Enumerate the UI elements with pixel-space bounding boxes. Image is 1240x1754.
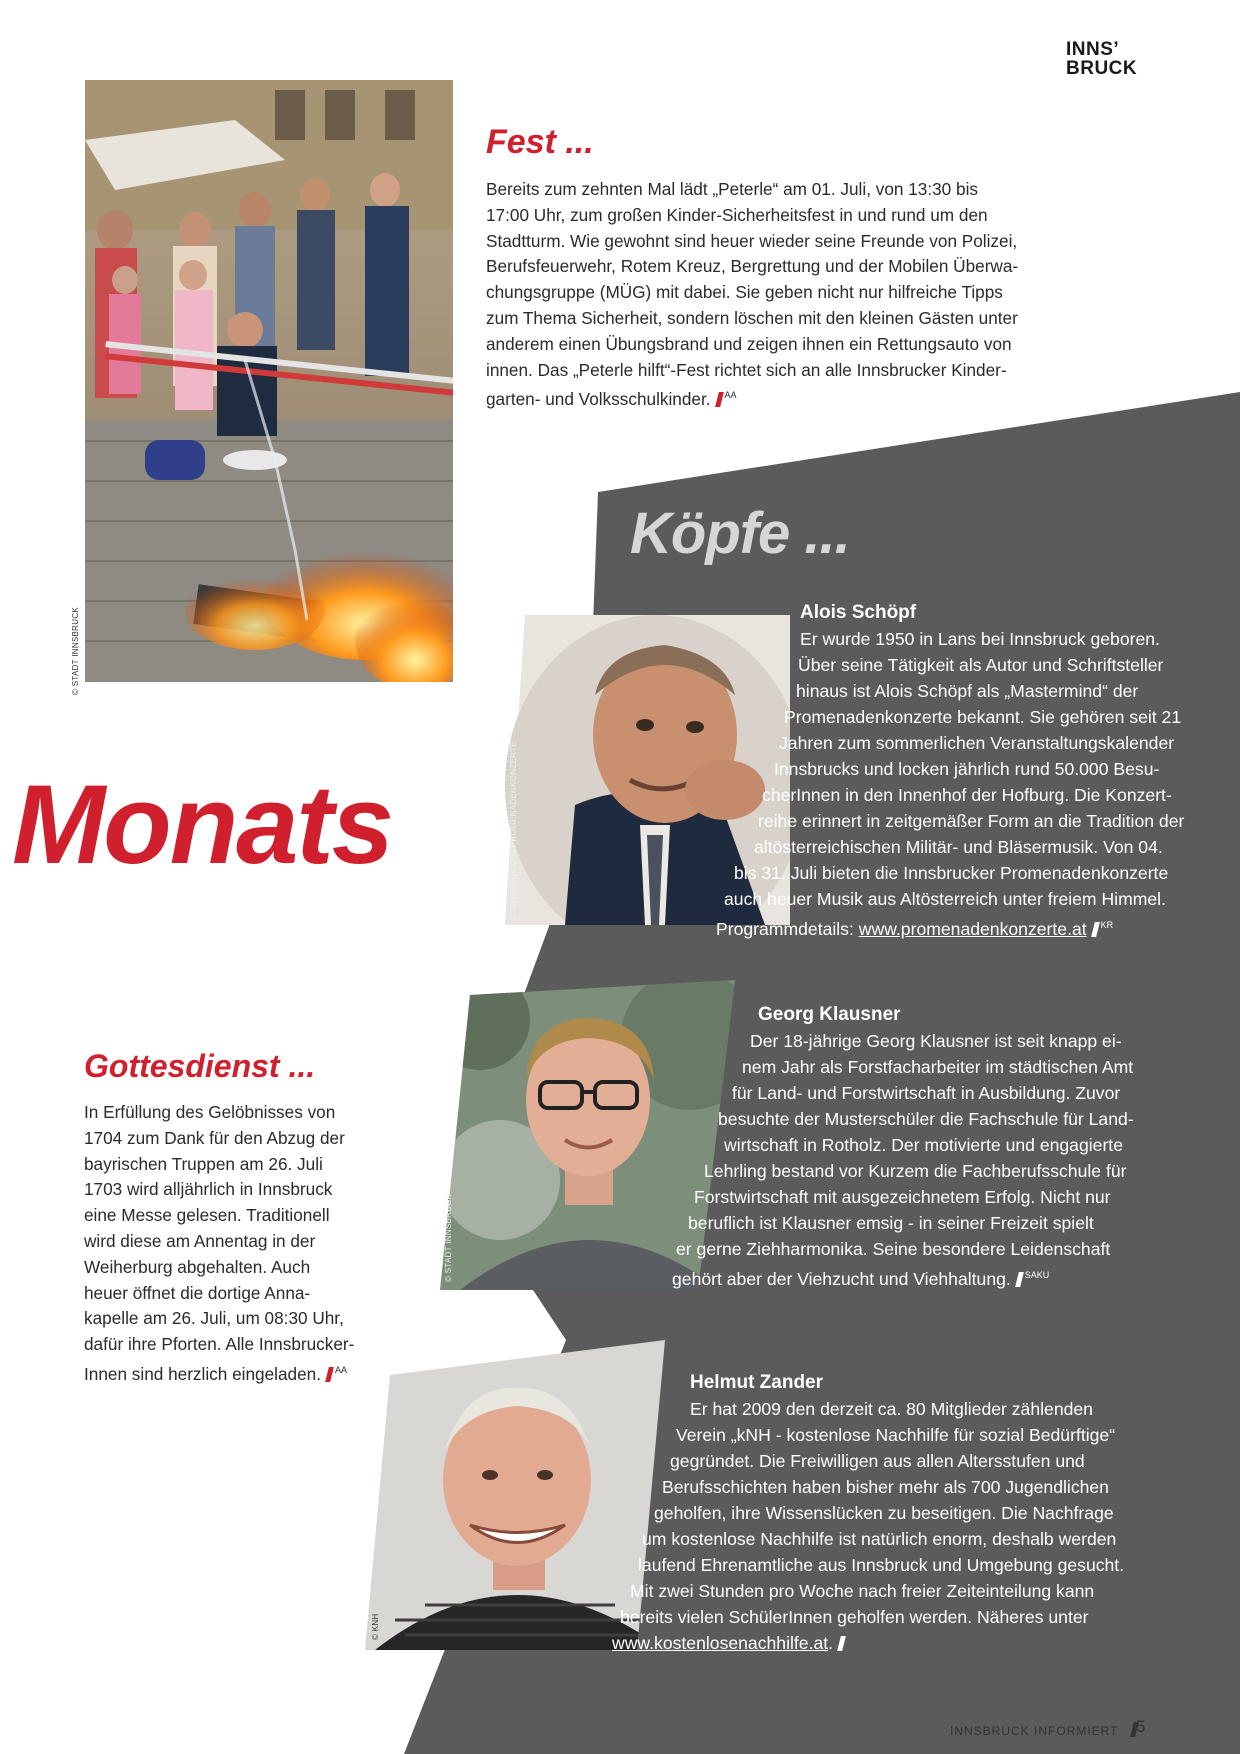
zander-line: Er hat 2009 den derzeit ca. 80 Mitglieder zählenden xyxy=(690,1399,1093,1419)
fest-photo xyxy=(85,80,453,682)
klausner-line: wirtschaft in Rotholz. Der motivierte und engagierte xyxy=(724,1135,1123,1155)
klausner-name: Georg Klausner xyxy=(758,1004,901,1025)
fest-line: Berufsfeuerwehr, Rotem Kreuz, Bergrettung und der Mobilen Überwa- xyxy=(486,256,1019,277)
red-slash-icon xyxy=(715,392,724,407)
klausner-photo-credit: © STADT INNSBRUCK xyxy=(444,1193,453,1282)
zander-line: gegründet. Die Freiwilligen aus allen Altersstufen und xyxy=(670,1451,1085,1471)
gottesdienst-author: AA xyxy=(334,1364,347,1375)
gottesdienst-line: bayrischen Truppen am 26. Juli xyxy=(84,1153,323,1174)
zander-line-last: www.kostenlosenachhilfe.at. xyxy=(600,1630,1220,1656)
fest-line: anderem einen Übungsbrand und zeigen ihnen ein Rettungsauto von xyxy=(486,333,1012,354)
schoepf-line: Innsbrucks und locken jährlich rund 50.000 Besu- xyxy=(774,759,1160,779)
monats-heading: Monats xyxy=(12,762,392,887)
gottesdienst-line: eine Messe gelesen. Traditionell xyxy=(84,1205,330,1226)
fest-line: innen. Das „Peterle hilft“-Fest richtet sich an alle Innsbrucker Kinder- xyxy=(486,359,1007,380)
zander-line: geholfen, ihre Wissenslücken zu beseitigen. Die Nachfrage xyxy=(654,1503,1114,1523)
klausner-author: SAKU xyxy=(1024,1270,1050,1280)
schoepf-line: altösterreichischen Militär- und Bläsermusik. Von 04. xyxy=(754,837,1163,857)
schoepf-line: Er wurde 1950 in Lans bei Innsbruck geboren. xyxy=(800,629,1160,649)
page-number: 5 xyxy=(1136,1717,1146,1736)
schoepf-line: Promenadenkonzerte bekannt. Sie gehören seit 21 xyxy=(784,707,1182,727)
gottesdienst-line: dafür ihre Pforten. Alle Innsbrucker- xyxy=(84,1334,355,1355)
schoepf-photo-credit: © INNSBRUCKER PROMENADENKONZERTE xyxy=(509,741,518,920)
zander-line: Verein „kNH - kostenlose Nachhilfe für sozial Bedürftige“ xyxy=(676,1425,1116,1445)
zander-photo-credit: © KNH xyxy=(371,1613,380,1640)
gottesdienst-line: In Erfüllung des Gelöbnisses von xyxy=(84,1102,336,1122)
klausner-text xyxy=(660,1002,1200,1292)
white-slash-icon xyxy=(1091,922,1100,937)
fest-line: 17:00 Uhr, zum großen Kinder-Sicherheitsfest in und rund um den xyxy=(486,204,988,225)
gottesdienst-line: Weiherburg abgehalten. Auch xyxy=(84,1256,311,1277)
zander-line: bereits vielen SchülerInnen geholfen werden. Näheres unter xyxy=(620,1607,1089,1627)
schoepf-line: Über seine Tätigkeit als Autor und Schriftsteller xyxy=(798,655,1164,675)
klausner-line: nem Jahr als Forstfacharbeiter im städtischen Amt xyxy=(742,1057,1134,1077)
fest-line: zum Thema Sicherheit, sondern löschen mit den kleinen Gästen unter xyxy=(486,307,1018,328)
schoepf-author: KR xyxy=(1100,920,1114,930)
klausner-line: für Land- und Forstwirtschaft in Ausbildung. Zuvor xyxy=(732,1083,1121,1103)
red-slash-icon xyxy=(325,1367,334,1382)
klausner-line: Forstwirtschaft mit ausgezeichnetem Erfolg. Nicht nur xyxy=(694,1187,1111,1207)
zander-name: Helmut Zander xyxy=(690,1372,824,1393)
fest-line: chungsgruppe (MÜG) mit dabei. Sie geben nicht nur hilfreiche Tipps xyxy=(486,282,1003,303)
zander-line: laufend Ehrenamtliche aus Innsbruck und Umgebung gesucht. xyxy=(638,1555,1125,1575)
gottesdienst-line: 1703 wird alljährlich in Innsbruck xyxy=(84,1179,333,1200)
gottesdienst-line: wird diese am Annentag in der xyxy=(84,1230,316,1251)
schoepf-line: bis 31. Juli bieten die Innsbrucker Promenadenkonzerte xyxy=(734,863,1169,883)
fest-line: Bereits zum zehnten Mal lädt „Peterle“ am 01. Juli, von 13:30 bis xyxy=(486,179,978,199)
fest-body xyxy=(486,177,1106,413)
schoepf-line-last: Programmdetails: www.promenadenkonzerte.at $^{KR}$ xyxy=(716,919,1114,939)
fest-line: Stadtturm. Wie gewohnt sind heuer wieder seine Freunde von Polizei, xyxy=(486,230,1018,251)
zander-line: um kostenlose Nachhilfe ist natürlich enorm, deshalb werden xyxy=(642,1529,1117,1549)
zander-line: Mit zwei Stunden pro Woche nach freier Zeiteinteilung kann xyxy=(630,1581,1095,1601)
klausner-line: Lehrling bestand vor Kurzem die Fachberufsschule für xyxy=(704,1161,1127,1181)
schoepf-line: reihe erinnert in zeitgemäßer Form an die Tradition der xyxy=(758,811,1185,831)
fest-author: AA xyxy=(724,390,737,401)
klausner-line: beruflich ist Klausner emsig - in seiner Freizeit spielt xyxy=(688,1213,1094,1233)
klausner-line: besuchte der Musterschüler die Fachschule für Land- xyxy=(718,1109,1134,1129)
schoepf-line: cherInnen in den Innenhof der Hofburg. Die Konzert- xyxy=(762,785,1172,805)
kostenlosenachhilfe-link[interactable]: www.kostenlosenachhilfe.at xyxy=(612,1633,829,1653)
zander-text xyxy=(600,1370,1220,1656)
fest-heading: Fest ... xyxy=(486,123,594,161)
white-slash-icon xyxy=(1015,1272,1024,1287)
schoepf-name: Alois Schöpf xyxy=(800,602,917,623)
schoepf-line: auch heuer Musik aus Altösterreich unter freiem Himmel. xyxy=(724,889,1166,909)
klausner-line-last: gehört aber der Viehzucht und Viehhaltung. $^{SAKU}$ xyxy=(672,1269,1050,1289)
gottesdienst-line: kapelle am 26. Juli, um 08:30 Uhr, xyxy=(84,1308,344,1329)
klausner-line: er gerne Ziehharmonika. Seine besondere Leidenschaft xyxy=(676,1239,1111,1259)
klausner-line: Der 18-jährige Georg Klausner ist seit knapp ei- xyxy=(750,1031,1122,1051)
gottesdienst-line: heuer öffnet die dortige Anna- xyxy=(84,1282,311,1303)
schoepf-text xyxy=(700,600,1220,942)
gottesdienst-heading: Gottesdienst ... xyxy=(84,1048,316,1084)
fest-line-last: garten- und Volksschulkinder. $^{AA}$ xyxy=(486,389,737,410)
gottesdienst-line: 1704 zum Dank für den Abzug der xyxy=(84,1127,345,1148)
gottesdienst-line-last: Innen sind herzlich eingeladen. $^{AA}$ xyxy=(84,1363,347,1384)
innsbruck-logo: INNS’ BRUCK xyxy=(1066,39,1138,79)
white-slash-icon xyxy=(837,1636,846,1651)
zander-line: Berufsschichten haben bisher mehr als 700 Jugendlichen xyxy=(662,1477,1109,1497)
schoepf-line: hinaus ist Alois Schöpf als „Mastermind“ der xyxy=(796,681,1139,701)
footer-label: INNSBRUCK INFORMIERT xyxy=(950,1722,1147,1738)
schoepf-line: Jahren zum sommerlichen Veranstaltungskalender xyxy=(779,733,1175,753)
koepfe-heading: Köpfe ... xyxy=(630,501,850,566)
promenadenkonzerte-link[interactable]: www.promenadenkonzerte.at xyxy=(858,919,1087,939)
fest-photo-credit: © STADT INNSBRUCK xyxy=(71,606,80,695)
